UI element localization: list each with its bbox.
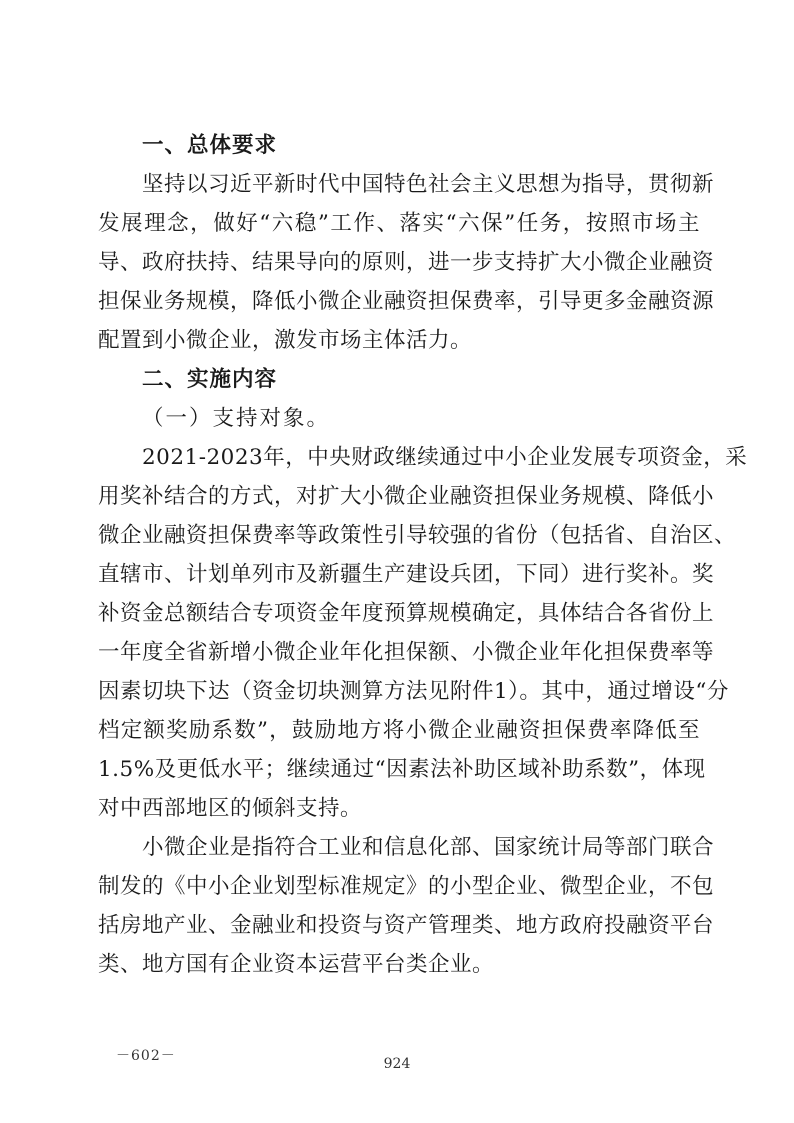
paragraph-line: 档定额奖励系数”，鼓励地方将小微企业融资担保费率降低至: [98, 718, 700, 743]
paragraph-line: 发展理念，做好“六稳”工作、落实“六保”任务，按照市场主: [98, 211, 700, 236]
paragraph-line: 直辖市、计划单列市及新疆生产建设兵团，下同）进行奖补。奖: [98, 562, 715, 587]
section-heading-implementation: 二、实施内容: [142, 367, 278, 392]
page-number-center: 924: [383, 1056, 411, 1072]
paragraph-line: 一年度全省新增小微企业年化担保额、小微企业年化担保费率等: [98, 640, 715, 665]
paragraph-line: 小微企业是指符合工业和信息化部、国家统计局等部门联合: [142, 835, 715, 860]
paragraph-line: 导、政府扶持、结果导向的原则，进一步支持扩大小微企业融资: [98, 250, 715, 275]
subsection-heading-support-targets: （一）支持对象。: [142, 406, 331, 431]
section-heading-overall-requirements: 一、总体要求: [142, 133, 278, 158]
paragraph-line: 用奖补结合的方式，对扩大小微企业融资担保业务规模、降低小: [98, 484, 715, 509]
paragraph-line: 担保业务规模，降低小微企业融资担保费率，引导更多金融资源: [98, 289, 715, 314]
paragraph-overall-requirements: [98, 165, 715, 360]
paragraph-support-targets: [98, 438, 748, 828]
paragraph-line: 微企业融资担保费率等政策性引导较强的省份（包括省、自治区、: [98, 523, 737, 548]
paragraph-line: 坚持以习近平新时代中国特色社会主义思想为指导，贯彻新: [142, 172, 715, 197]
paragraph-line: 补资金总额结合专项资金年度预算规模确定，具体结合各省份上: [98, 601, 715, 626]
paragraph-line: 对中西部地区的倾斜支持。: [98, 796, 363, 821]
paragraph-line: 制发的《中小企业划型标准规定》的小型企业、微型企业，不包: [98, 874, 715, 899]
document-body: [98, 126, 748, 984]
paragraph-line: 因素切块下达（资金切块测算方法见附件1）。其中，通过增设“分: [98, 679, 729, 704]
paragraph-line: 1.5%及更低水平；继续通过“因素法补助区域补助系数”，体现: [98, 757, 706, 782]
paragraph-small-micro-definition: [98, 828, 715, 984]
page-number-left: －602－: [116, 1048, 176, 1064]
paragraph-line: 括房地产业、金融业和投资与资产管理类、地方政府投融资平台: [98, 913, 715, 938]
paragraph-line: 2021-2023年，中央财政继续通过中小企业发展专项资金，采: [142, 445, 748, 470]
paragraph-line: 类、地方国有企业资本运营平台类企业。: [98, 952, 495, 977]
paragraph-line: 配置到小微企业，激发市场主体活力。: [98, 328, 473, 353]
